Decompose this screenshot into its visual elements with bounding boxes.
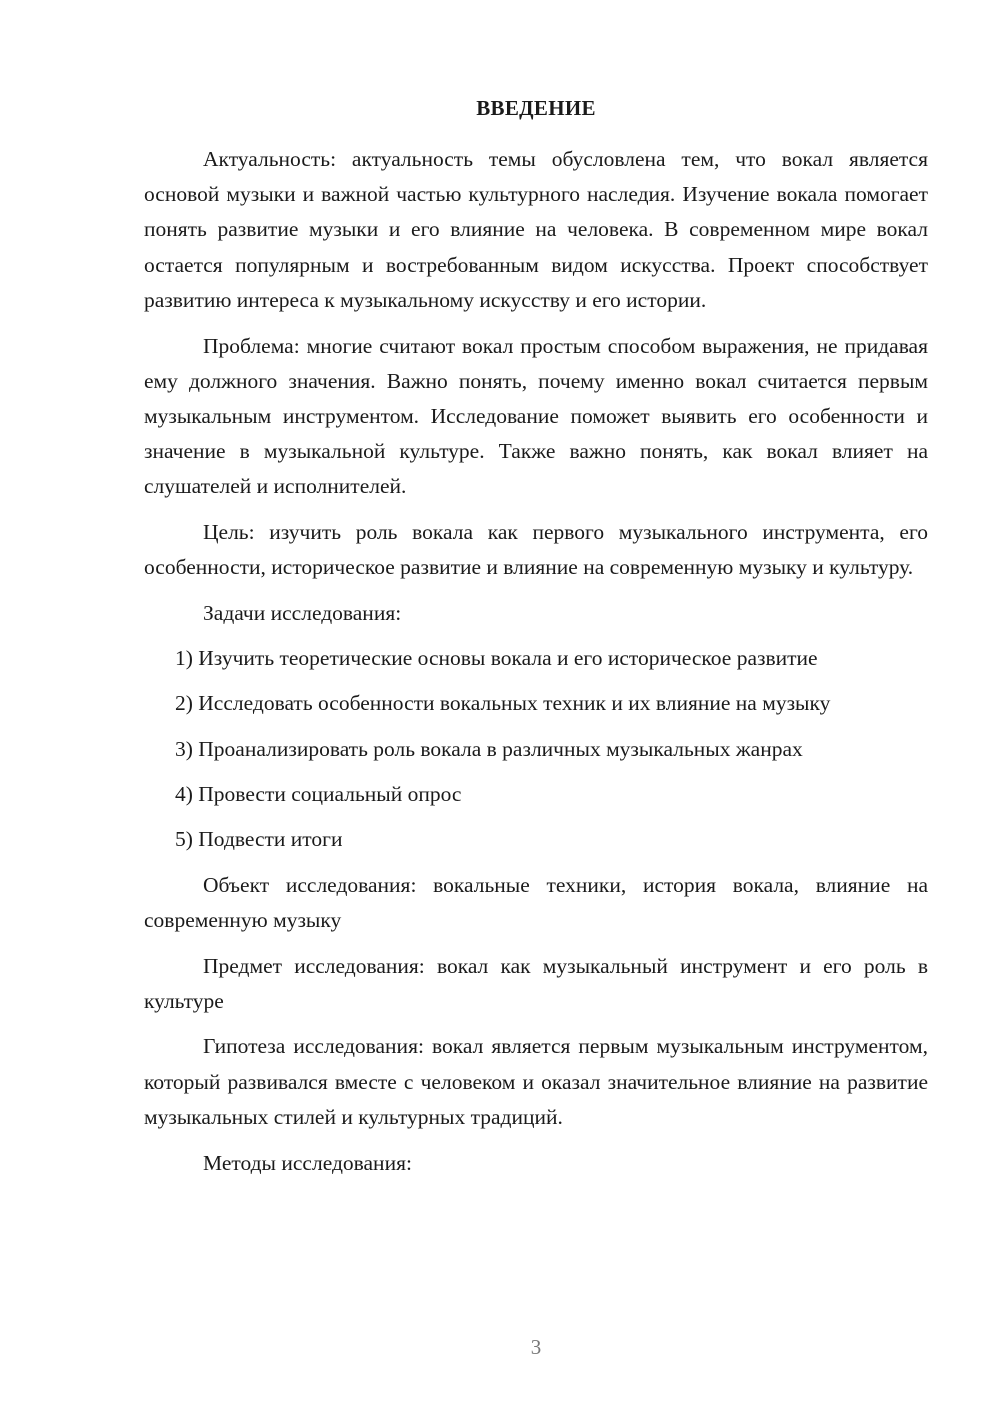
list-item: 4) Провести социальный опрос: [175, 781, 462, 806]
methods-heading: Методы исследования:: [203, 1150, 412, 1175]
list-item: 3) Проанализировать роль вокала в различных музыкальных жанрах: [175, 736, 803, 761]
problem-paragraph: Проблема: многие считают вокал простым способом выражения, не придавая ему должного значения. Важно понять, почему именно вокал считается первым музыкальным инструментом. Исследование поможет выявить его особенности и значение в музыкальной культуре. Также важно понять, как вокал влияет на слушателей и исполнителей.: [144, 333, 928, 499]
page-body: [144, 142, 928, 1181]
list-item: 5) Подвести итоги: [175, 826, 343, 851]
object-paragraph: Объект исследования: вокальные техники, история вокала, влияние на современную музыку: [144, 872, 928, 932]
tasks-list: [144, 641, 928, 857]
relevance-paragraph: Актуальность: актуальность темы обусловлена тем, что вокал является основой музыки и важной частью культурного наследия. Изучение вокала помогает понять развитие музыки и его влияние на человека. В современном мире вокал остается популярным и востребованным видом искусства. Проект способствует развитию интереса к музыкальному искусству и его истории.: [144, 147, 928, 312]
list-item: 2) Исследовать особенности вокальных техник и их влияние на музыку: [175, 691, 831, 716]
tasks-heading: Задачи исследования:: [203, 600, 402, 625]
page-title: ВВЕДЕНИЕ: [476, 96, 596, 120]
subject-paragraph: Предмет исследования: вокал как музыкальный инструмент и его роль в культуре: [144, 953, 928, 1013]
goal-paragraph: Цель: изучить роль вокала как первого музыкального инструмента, его особенности, историческое развитие и влияние на современную музыку и культуру.: [144, 520, 928, 580]
page-number: 3: [530, 1335, 542, 1359]
hypothesis-paragraph: Гипотеза исследования: вокал является первым музыкальным инструментом, который развивался вместе с человеком и оказал значительное влияние на развитие музыкальных стилей и культурных традиций.: [144, 1034, 928, 1129]
list-item: 1) Изучить теоретические основы вокала и его историческое развитие: [175, 646, 818, 671]
